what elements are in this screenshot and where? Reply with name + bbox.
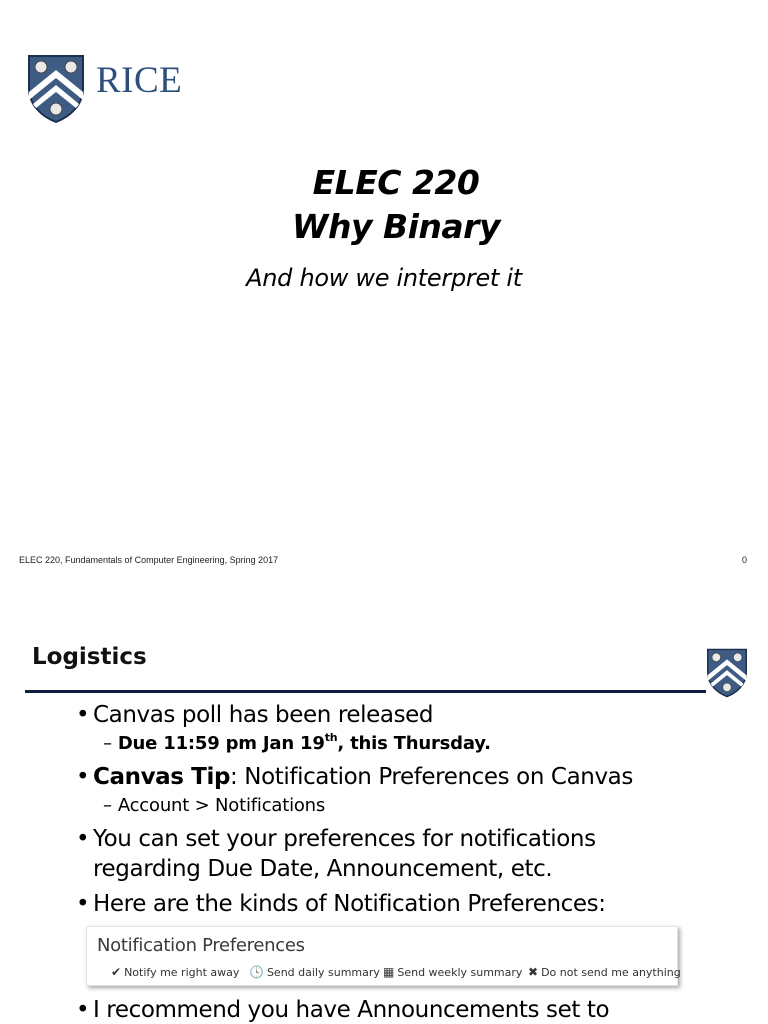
calendar-icon: ▦ [383,965,395,979]
slide-title: Logistics [32,644,147,670]
lecture-title: Why Binary [292,207,500,246]
course-title: ELEC 220 [312,163,480,202]
np-option-label: Do not send me anything [541,966,681,979]
ordinal-suffix: th [324,731,338,744]
np-option-label: Notify me right away [124,966,240,979]
sub-bullet-due-date [103,732,491,756]
np-option-weekly [383,965,522,979]
sub-bullet-account-path [103,794,325,818]
np-option-label: Send daily summary [266,966,380,979]
bullet-dot: • [76,764,90,790]
account-path-text: Account > Notifications [117,795,326,816]
bullet-dot: • [76,891,90,917]
np-option-daily [249,965,380,979]
lecture-subtitle: And how we interpret it [246,264,522,292]
canvas-tip-label: Canvas Tip [93,764,231,790]
dash-glyph: – [103,733,112,754]
np-option-label: Send weekly summary [397,966,523,979]
slide-footer: ELEC 220, Fundamentals of Computer Engineering, Spring 2017 [19,555,279,565]
bullet-text: I recommend you have Announcements set to [93,997,610,1023]
bullet-text-line1: You can set your preferences for notifications [93,826,596,852]
clock-icon: 🕓 [249,965,264,979]
due-date-tail: , this Thursday. [337,733,491,754]
bullet-dot: • [76,826,90,852]
bullet-dot: • [76,997,90,1023]
logistics-slide [0,600,768,1024]
rice-wordmark: RICE [96,60,183,101]
bullet-text: Canvas poll has been released [93,702,434,728]
check-icon: ✔ [111,965,122,979]
due-date-text: Due 11:59 pm Jan 19 [117,733,325,754]
rice-shield-logo [27,54,85,124]
notification-preferences-screenshot [86,926,681,986]
np-option-none [528,965,681,979]
np-option-notify [111,965,239,979]
bullet-text-line2: regarding Due Date, Announcement, etc. [93,856,553,882]
title-divider [25,690,706,693]
canvas-tip-text: : Notification Preferences on Canvas [230,764,633,790]
np-title: Notification Preferences [97,935,305,956]
bullet-dot: • [76,702,90,728]
dash-glyph: – [103,795,112,816]
rice-shield-small-icon [706,648,748,698]
page-number: 0 [742,555,748,565]
bullet-text [93,762,633,792]
x-icon: ✖ [528,965,539,979]
bullet-text: Here are the kinds of Notification Preferences: [93,891,606,917]
